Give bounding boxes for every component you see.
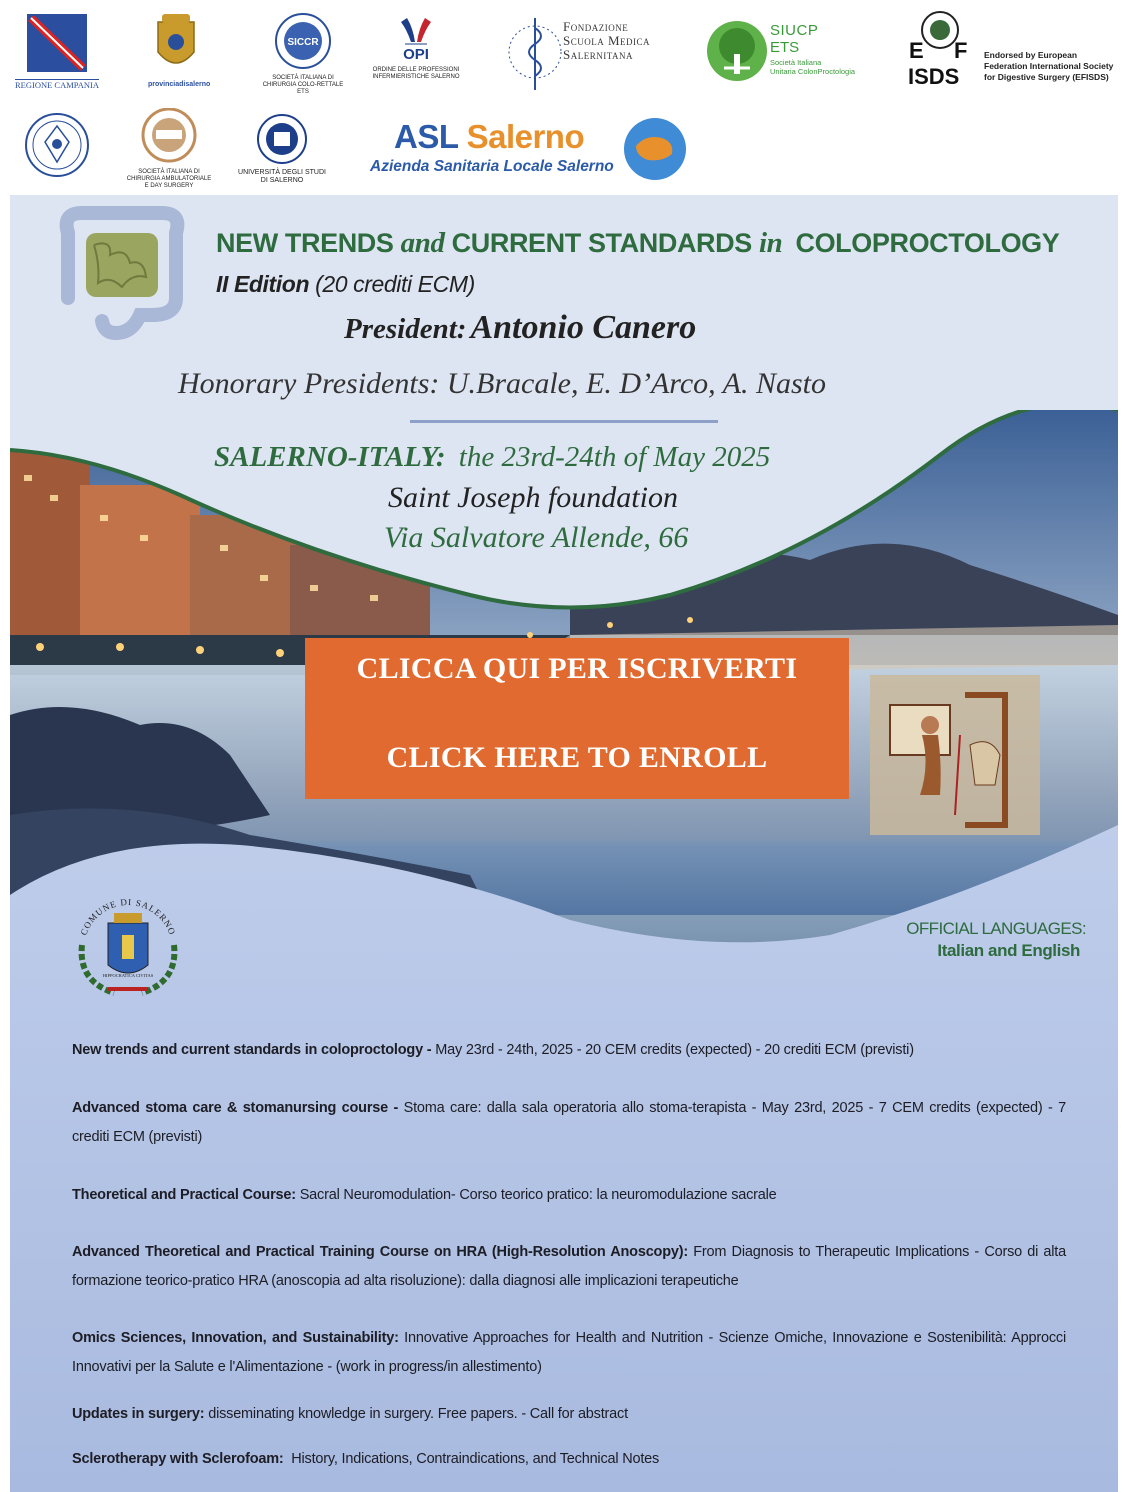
siucp-logo[interactable]	[706, 20, 866, 90]
title-part-a: NEW TRENDS	[216, 228, 394, 258]
opi-badge-text: OPI	[403, 46, 429, 62]
course-item[interactable]	[72, 1181, 1066, 1210]
svg-text:ISDS: ISDS	[908, 64, 960, 88]
opi-hands-icon	[367, 14, 465, 62]
course-item[interactable]	[72, 1238, 1066, 1296]
course-title: Sclerotherapy with Sclerofoam:	[72, 1451, 284, 1467]
unisa-logo[interactable]	[236, 114, 328, 190]
asl-salerno-logo[interactable]	[368, 118, 688, 184]
fondazione-line2: Scuola Medica	[563, 33, 651, 48]
venue-address: Via Salvatore Allende, 66	[384, 521, 689, 554]
course-details: From Diagnosis to Therapeutic Implications - Corso di alta formazione teorico-pratico HRA (anoscopia ad alta risoluzione): dalla diagnosi alle implicazioni terapeutiche	[72, 1244, 1066, 1289]
siccr-caption: SOCIETÀ ITALIANA DI CHIRURGIA COLO-RETTALE ETS	[262, 75, 344, 95]
provincia-salerno-logo[interactable]	[148, 12, 211, 92]
course-title: Theoretical and Practical Course:	[72, 1187, 296, 1203]
efisds-mark-icon	[906, 8, 976, 88]
asl-title-b: Salerno	[466, 118, 585, 155]
venue-line	[214, 441, 770, 474]
siccr-seal-icon	[262, 12, 344, 70]
honorary-presidents: Honorary Presidents: U.Bracale, E. D’Arco, A. Nasto	[178, 367, 826, 400]
asl-title-a: ASL	[394, 118, 458, 155]
course-title: Advanced Theoretical and Practical Training Course on HRA (High-Resolution Anoscopy):	[72, 1244, 688, 1260]
comune-crest-icon	[68, 885, 188, 1005]
unisa-seal-icon	[236, 114, 328, 164]
efisds-caption: Endorsed by European Federation International Society for Digestive Surgery (EFISDS)	[984, 50, 1114, 82]
efisds-logo[interactable]	[906, 8, 1116, 90]
course-item[interactable]	[72, 1324, 1066, 1382]
main-panel	[10, 195, 1118, 1492]
siccr-logo[interactable]	[262, 12, 344, 96]
title-part-b: and	[400, 227, 445, 259]
comune-salerno-logo[interactable]	[68, 885, 188, 1005]
title-part-e: COLOPROCTOLOGY	[795, 228, 1060, 258]
venue-dates: the 23rd-24th of May 2025	[458, 441, 771, 473]
university-seal-icon	[24, 112, 90, 178]
course-details: Sacral Neuromodulation- Corso teorico pratico: la neuromodulazione sacrale	[295, 1187, 777, 1203]
course-details: disseminating knowledge in surgery. Free papers. - Call for abstract	[204, 1406, 628, 1422]
course-details: History, Indications, Contraindications, and Technical Notes	[283, 1451, 660, 1467]
provincia-crest-icon	[148, 12, 204, 76]
sicads-logo[interactable]	[126, 108, 212, 190]
course-item[interactable]	[72, 1094, 1066, 1152]
regione-campania-label: REGIONE CAMPANIA	[15, 80, 99, 90]
president-line	[344, 309, 696, 347]
course-item[interactable]	[72, 1036, 1066, 1065]
regione-campania-emblem	[15, 14, 99, 74]
course-details: May 23rd - 24th, 2025 - 20 CEM credits (expected) - 20 crediti ECM (previsti)	[431, 1042, 914, 1058]
fondazione-logo[interactable]	[505, 12, 675, 96]
president-name: Antonio Canero	[470, 309, 697, 346]
course-title: Omics Sciences, Innovation, and Sustainability:	[72, 1330, 399, 1346]
svg-text:F: F	[954, 38, 968, 63]
enroll-button[interactable]	[305, 638, 849, 799]
caduceus-icon	[505, 12, 563, 94]
comune-ring-text: COMUNE DI SALERNO	[78, 896, 178, 937]
provincia-label: provinciadisalerno	[148, 81, 211, 88]
course-item[interactable]	[72, 1445, 1066, 1474]
edition-bold: II Edition	[216, 271, 310, 297]
siucp-ets: ETS	[770, 39, 800, 56]
course-item[interactable]	[72, 1400, 1066, 1429]
opi-caption: ORDINE DELLE PROFESSIONI INFERMIERISTICHE SALERNO	[372, 67, 460, 80]
fondazione-line1: Fondazione	[563, 19, 629, 34]
course-title: New trends and current standards in coloproctology -	[72, 1042, 432, 1058]
venue-city: SALERNO-ITALY:	[214, 441, 446, 473]
title-part-c: CURRENT STANDARDS	[451, 228, 752, 258]
comune-motto: HIPPOCRATICA CIVITAS	[102, 973, 154, 978]
asl-globe-icon	[622, 116, 688, 182]
siccr-badge-text: SICCR	[287, 37, 319, 48]
enroll-button-it: CLICCA QUI PER ISCRIVERTI	[356, 652, 798, 685]
course-title: Advanced stoma care & stomanursing course -	[72, 1100, 399, 1116]
enroll-button-en: CLICK HERE TO ENROLL	[386, 741, 768, 774]
course-title: Updates in surgery:	[72, 1406, 205, 1422]
event-title	[216, 227, 1116, 260]
edition-line	[216, 271, 475, 298]
siucp-sub2: Unitaria ColonProctologia	[770, 67, 856, 76]
official-languages	[860, 919, 1086, 961]
medieval-illustration-icon	[870, 675, 1040, 835]
course-details: Stoma care: dalla sala operatoria allo stoma-terapista - May 23rd, 2025 - 7 CEM credits (expected) - 7 crediti ECM (previsti)	[72, 1100, 1066, 1145]
opi-logo[interactable]	[367, 14, 465, 94]
sicads-seal-icon	[126, 108, 212, 164]
title-part-d: in	[758, 227, 783, 259]
regione-campania-logo[interactable]	[15, 14, 99, 90]
siucp-sub1: Società Italiana	[770, 58, 822, 67]
asl-subtitle: Azienda Sanitaria Locale Salerno	[370, 158, 614, 175]
svg-text:E: E	[909, 38, 924, 63]
edition-rest: (20 crediti ECM)	[315, 271, 475, 297]
siucp-title: SIUCP	[770, 22, 819, 39]
languages-label: OFFICIAL LANGUAGES:	[906, 919, 1086, 938]
colon-icon	[52, 203, 192, 343]
siucp-tree-icon	[706, 20, 768, 82]
fondazione-line3: Salernitana	[563, 47, 633, 62]
languages-value: Italian and English	[937, 941, 1080, 960]
sicads-caption: SOCIETÀ ITALIANA DI CHIRURGIA AMBULATORIALE E DAY SURGERY	[126, 169, 212, 189]
unisa-caption: UNIVERSITÀ DEGLI STUDI DI SALERNO	[238, 169, 326, 184]
university-seal-logo[interactable]	[24, 112, 90, 178]
course-details: Innovative Approaches for Health and Nutrition - Scienze Omiche, Innovazione e Sostenibilità: Approcci Innovativi per la Salute e l'Alimentazione - (work in progress/in allestimento)	[72, 1330, 1066, 1375]
venue-place: Saint Joseph foundation	[388, 481, 678, 514]
president-label: President:	[344, 313, 467, 345]
